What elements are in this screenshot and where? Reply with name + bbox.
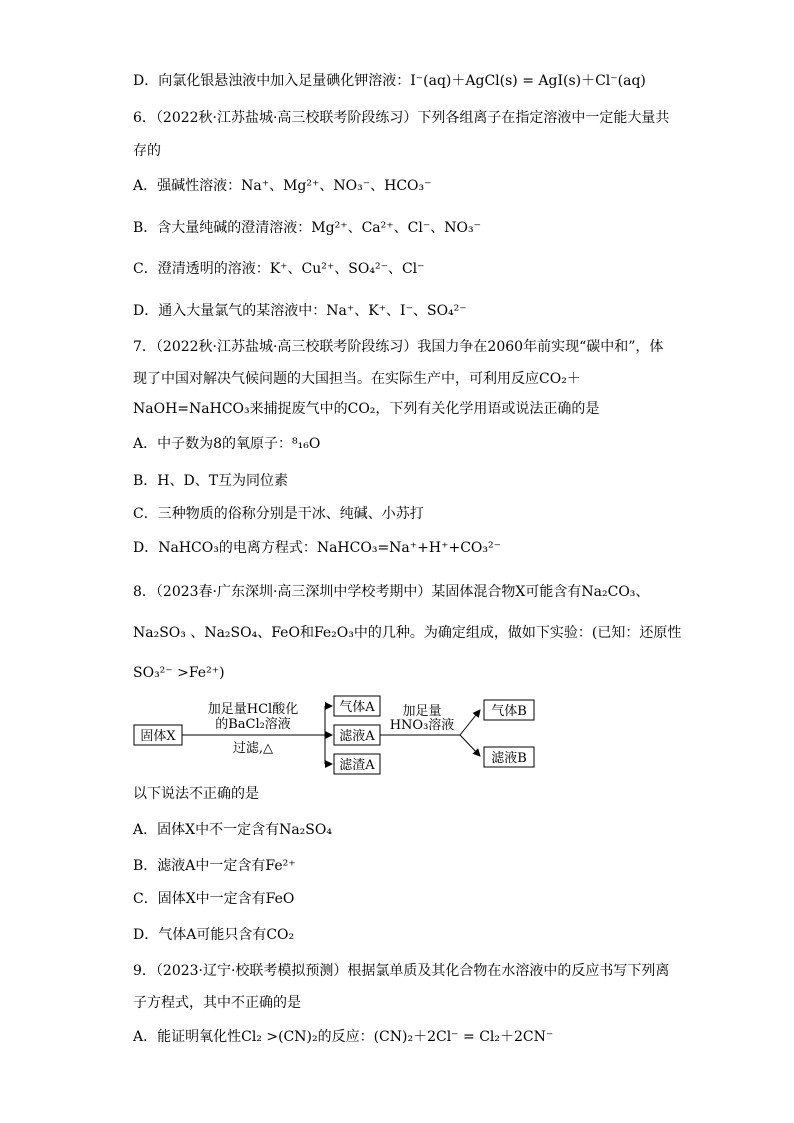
- q6-stem-2: 存的: [133, 143, 161, 159]
- q7-stem-1: 7．（2022秋·江苏盐城·高三校联考阶段练习）我国力争在2060年前实现“碳中和”，体: [133, 339, 664, 355]
- reagent1-line1: 加足量HCl酸化: [207, 702, 299, 717]
- gas-a-label: 气体A: [339, 700, 375, 715]
- solid-x-label: 固体X: [140, 729, 176, 744]
- condition1: 过滤,△: [232, 741, 274, 756]
- q7-option-a: A．中子数为8的氧原子：⁸₁₆O: [133, 436, 321, 452]
- gas-b-label: 气体B: [491, 704, 527, 719]
- q5-option-d: D．向氯化银悬浊液中加入足量碘化钾溶液：I⁻(aq)＋AgCl(s) = AgI(s)＋Cl⁻(aq): [133, 73, 646, 89]
- q9-stem-2: 子方程式，其中不正确的是: [133, 995, 301, 1011]
- q7-stem-3: NaOH=NaHCO₃来捕捉废气中的CO₂，下列有关化学用语或说法正确的是: [133, 401, 600, 417]
- q8-option-c: C．固体X中一定含有FeO: [133, 891, 295, 907]
- q6-option-a: A．强碱性溶液：Na⁺、Mg²⁺、NO₃⁻、HCO₃⁻: [133, 178, 432, 194]
- experiment-flowchart: [130, 690, 550, 780]
- q6-option-b: B．含大量纯碱的澄清溶液：Mg²⁺、Ca²⁺、Cl⁻、NO₃⁻: [133, 220, 481, 236]
- q7-option-d: D．NaHCO₃的电离方程式：NaHCO₃=Na⁺+H⁺+CO₃²⁻: [133, 540, 502, 556]
- q6-option-d: D．通入大量氯气的某溶液中：Na⁺、K⁺、I⁻、SO₄²⁻: [133, 303, 467, 319]
- q6-stem-1: 6．（2022秋·江苏盐城·高三校联考阶段练习）下列各组离子在指定溶液中一定能大量共: [133, 110, 670, 126]
- q8-option-a: A．固体X中不一定含有Na₂SO₄: [133, 822, 332, 838]
- residue-a-label: 滤渣A: [339, 758, 375, 773]
- reagent2-line2: HNO₃溶液: [389, 718, 455, 733]
- q9-option-a: A．能证明氧化性Cl₂ >(CN)₂的反应：(CN)₂＋2Cl⁻ = Cl₂＋2CN⁻: [133, 1029, 554, 1045]
- q8-option-b: B．滤液A中一定含有Fe²⁺: [133, 858, 296, 874]
- q6-option-c: C．澄清透明的溶液：K⁺、Cu²⁺、SO₄²⁻、Cl⁻: [133, 261, 425, 277]
- filtrate-b-label: 滤液B: [491, 751, 527, 766]
- q8-stem-4: 以下说法不正确的是: [133, 786, 259, 802]
- filtrate-a-label: 滤液A: [339, 729, 375, 744]
- q8-option-d: D．气体A可能只含有CO₂: [133, 927, 295, 943]
- q8-stem-3: SO₃²⁻ >Fe²⁺): [133, 665, 225, 681]
- q7-stem-2: 现了中国对解决气候问题的大国担当。在实际生产中，可利用反应CO₂＋: [133, 371, 581, 387]
- q9-stem-1: 9．（2023·辽宁·校联考模拟预测）根据氯单质及其化合物在水溶液中的反应书写下列离: [133, 963, 670, 979]
- q8-stem-2: Na₂SO₃ 、Na₂SO₄、FeO和Fe₂O₃中的几种。为确定组成，做如下实验：(已知：还原性: [133, 625, 682, 641]
- arrow-filtrate-b: [460, 735, 480, 756]
- q7-option-c: C．三种物质的俗称分别是干冰、纯碱、小苏打: [133, 506, 424, 522]
- q8-stem-1: 8．（2023春·广东深圳·高三深圳中学校考期中）某固体混合物X可能含有Na₂CO₃、: [133, 584, 650, 600]
- reagent2-line1: 加足量: [402, 704, 442, 719]
- arrow-gas-b: [460, 710, 480, 735]
- reagent1-line2: 的BaCl₂溶液: [215, 717, 291, 732]
- q7-option-b: B．H、D、T互为同位素: [133, 473, 289, 489]
